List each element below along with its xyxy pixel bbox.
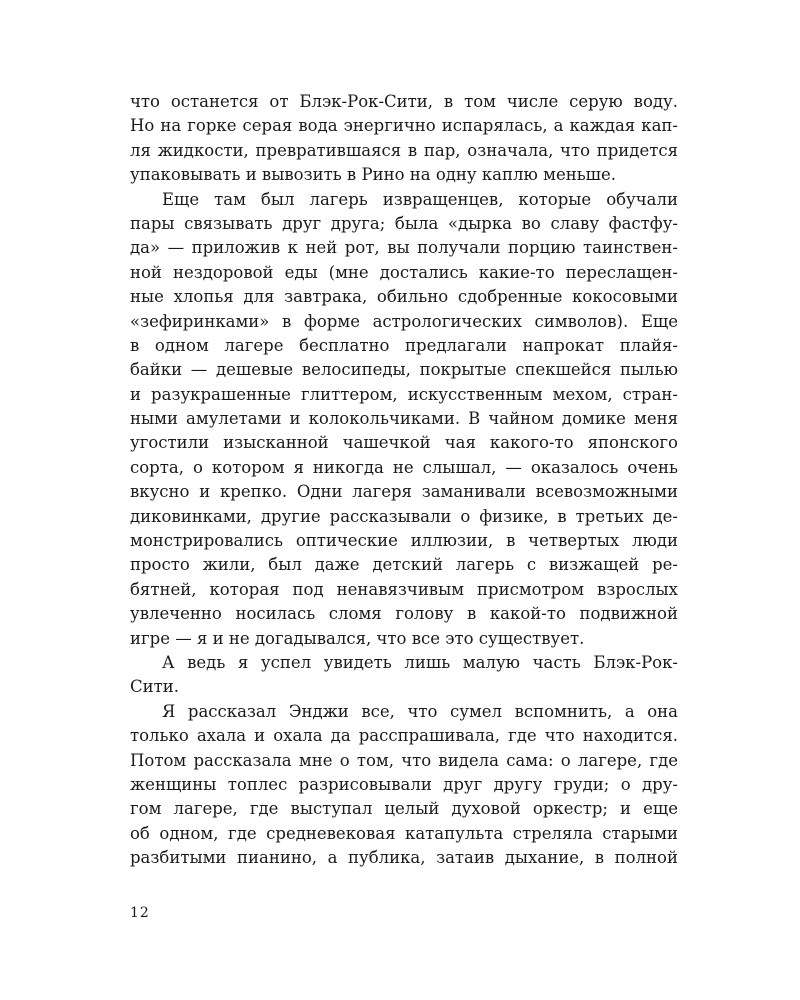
text-line: да» — приложив к ней рот, вы получали порцию таинствен- [130,238,678,258]
text-line: А ведь я успел увидеть лишь малую часть Блэк-Рок- [162,652,678,672]
text-line: ной нездоровой еды (мне достались какие-то переслащен- [130,262,678,282]
text-line: вкусно и крепко. Одни лагеря заманивали всевозможными [130,482,678,502]
text-line: угостили изысканной чашечкой чая какого-то японского [130,433,678,453]
text-line: просто жили, был даже детский лагерь с визжащей ре- [130,555,678,575]
text-line: пары связывать друг друга; была «дырка во славу фастфу- [130,213,678,233]
text-line: упаковывать и вывозить в Рино на одну каплю меньше. [130,165,617,185]
text-line: ные хлопья для завтрака, обильно сдобренные кокосовыми [130,287,678,307]
text-line: только ахала и охала да расспрашивала, где что находится. [130,726,678,746]
page-number: 12 [130,905,150,921]
text-line: женщины топлес разрисовывали друг другу груди; о дру- [130,774,678,794]
text-line: диковинками, другие рассказывали о физике, в третьих де- [130,506,678,526]
text-line: Потом рассказала мне о том, что видела сама: о лагере, где [130,750,678,770]
text-line: монстрировались оптические иллюзии, в четвертых люди [130,531,678,551]
text-line: «зефиринками» в форме астрологических символов). Еще [130,311,678,331]
text-line: гом лагере, где выступал целый духовой оркестр; и еще [130,799,678,819]
text-line: Но на горке серая вода энергично испарялась, а каждая кап- [130,116,678,136]
text-line: ными амулетами и колокольчиками. В чайном домике меня [130,409,678,429]
text-line: Я рассказал Энджи все, что сумел вспомнить, а она [162,701,678,721]
text-line: разбитыми пианино, а публика, затаив дыхание, в полной [130,848,678,868]
text-line: увлеченно носилась сломя голову в какой-то подвижной [130,604,678,624]
text-line: байки — дешевые велосипеды, покрытые спекшейся пылью [130,360,678,380]
text-line: Еще там был лагерь извращенцев, которые обучали [162,189,678,209]
text-line: и разукрашенные глиттером, искусственным мехом, стран- [130,384,678,404]
text-line: ля жидкости, превратившаяся в пар, означала, что придется [130,140,678,160]
text-line: что останется от Блэк-Рок-Сити, в том числе серую воду. [130,92,678,111]
text-line: в одном лагере бесплатно предлагали напрокат плайя- [130,335,678,355]
body-text [130,90,678,871]
text-line: бятней, которая под ненавязчивым присмотром взрослых [130,579,678,599]
text-line: игре — я и не догадывался, что все это существует. [130,628,585,648]
text-line: Сити. [130,677,179,697]
text-line: об одном, где средневековая катапульта стреляла старыми [130,823,678,843]
text-line: сорта, о котором я никогда не слышал, — оказалось очень [130,457,678,477]
